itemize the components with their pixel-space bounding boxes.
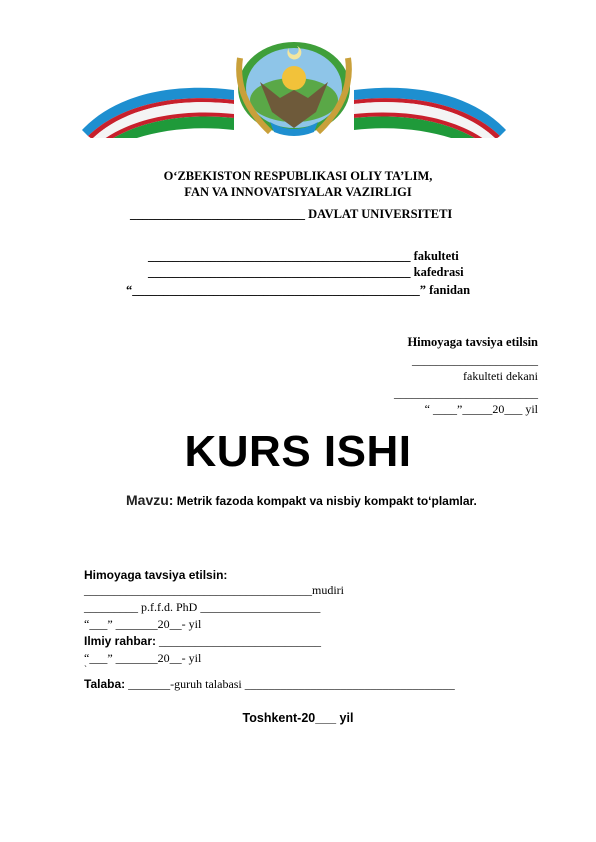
defense-label: Himoyaga tavsiya etilsin: bbox=[84, 568, 228, 582]
topic-value: Metrik fazoda kompakt va nisbiy kompakt to‘plamlar. bbox=[173, 494, 477, 508]
emblem-center bbox=[238, 42, 350, 136]
ministry-title: O‘ZBEKISTON RESPUBLIKASI OLIY TA’LIM, FAN VA INNOVATSIYALAR VAZIRLIGI bbox=[163, 169, 433, 199]
approval-label: Himoyaga tavsiya etilsin bbox=[407, 335, 538, 349]
topic-label: Mavzu: bbox=[126, 492, 174, 508]
defense-head-line: ______________________________________mudiri bbox=[84, 583, 344, 597]
city-year: Toshkent-20___ yil bbox=[242, 711, 354, 725]
student-text: _______-guruh talabasi ___________________________________ bbox=[125, 677, 455, 691]
dean-line: ________________________ bbox=[394, 386, 538, 400]
university-line: ____________________________ DAVLAT UNIVERSITETI bbox=[130, 207, 453, 221]
subject-line: “______________________________________________” fanidan bbox=[126, 283, 471, 297]
supervisor-blank: ___________________________ bbox=[156, 634, 322, 648]
approval-line: _____________________ bbox=[412, 353, 538, 367]
student-label: Talaba: bbox=[84, 677, 126, 691]
document-title: KURS ISHI bbox=[184, 427, 412, 476]
supervisor-label: Ilmiy rahbar: bbox=[84, 634, 157, 648]
supervisor-date: “___” _______20__- yil bbox=[84, 651, 202, 665]
supervisor-line bbox=[84, 634, 321, 648]
defense-phd-line: _________ p.f.f.d. PhD ____________________ bbox=[84, 600, 321, 614]
flag-right bbox=[354, 88, 506, 138]
approval-date: “ ____”_____20___ yil bbox=[424, 402, 538, 416]
defense-date: “___” _______20__- yil bbox=[84, 617, 202, 631]
student-line bbox=[84, 677, 455, 691]
stray-mark: ` bbox=[84, 664, 87, 674]
faculty-line: __________________________________________ fakulteti bbox=[148, 249, 459, 263]
state-emblem-icon bbox=[74, 38, 514, 138]
flag-left bbox=[82, 88, 234, 138]
department-line: __________________________________________ kafedrasi bbox=[148, 265, 464, 279]
topic-line bbox=[126, 493, 477, 508]
dean-label: fakulteti dekani bbox=[463, 369, 538, 383]
